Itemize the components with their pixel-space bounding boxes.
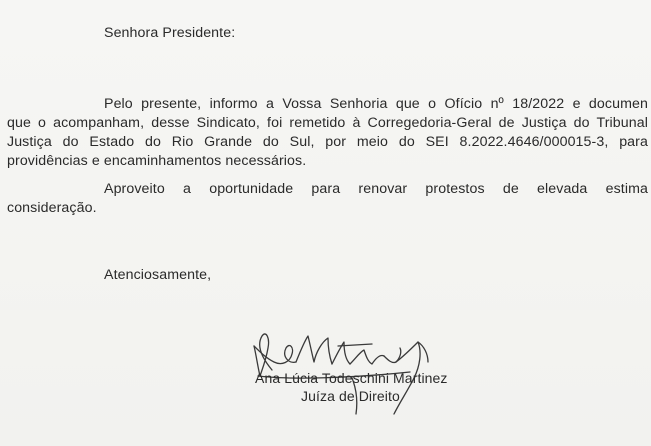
signatory-title: Juíza de Direito	[301, 388, 400, 404]
paragraph-1-line-1: Pelo presente, informo a Vossa Senhoria que o Ofício nº 18/2022 e documen	[104, 96, 648, 112]
paragraph-2-line-1: Aproveito a oportunidade para renovar protestos de elevada estima	[104, 181, 648, 197]
salutation: Senhora Presidente:	[104, 25, 236, 41]
paragraph-1-line-4: providências e encaminhamentos necessários.	[7, 153, 307, 169]
paragraph-1-line-2: que o acompanham, desse Sindicato, foi remetido à Corregedoria-Geral de Justiça do Tribunal	[7, 115, 648, 131]
signatory-name: Ana Lúcia Todeschini Martinez	[255, 370, 448, 386]
paragraph-1-line-3: Justiça do Estado do Rio Grande do Sul, por meio do SEI 8.2022.4646/000015-3, para	[7, 134, 648, 150]
closing: Atenciosamente,	[104, 267, 212, 283]
paragraph-2-line-2: consideração.	[7, 200, 97, 216]
